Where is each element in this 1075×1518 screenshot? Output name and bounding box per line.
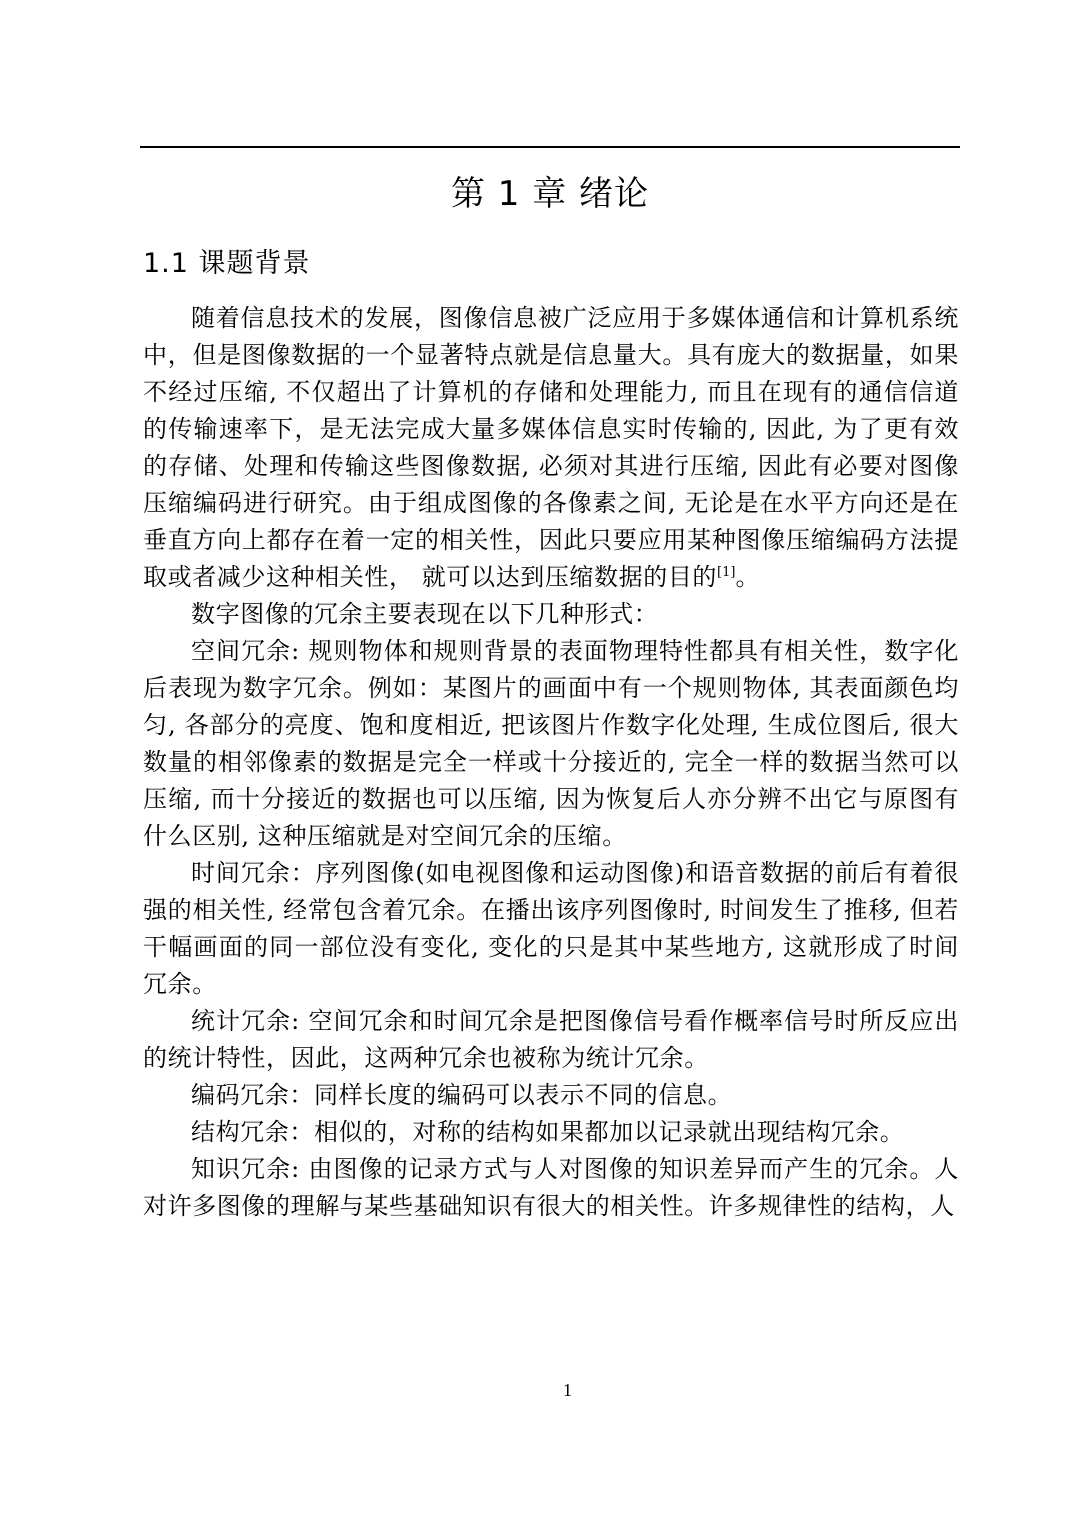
header-rule (140, 146, 960, 148)
citation-mark: [1] (717, 565, 736, 580)
paragraph-temporal-redundancy: 时间冗余：序列图像(如电视图像和运动图像)和语音数据的前后有着很强的相关性, 经常包含着冗余。在播出该序列图像时, 时间发生了推移, 但若干幅画面的同一部位没有变化, 变化的只是其中某些地方, 这就形成了时间冗余。 (143, 859, 959, 998)
paragraph-spatial-redundancy: 空间冗余: 规则物体和规则背景的表面物理特性都具有相关性，数字化后表现为数字冗余。例如：某图片的画面中有一个规则物体, 其表面颜色均匀, 各部分的亮度、饱和度相近, 把该图片作数字化处理, 生成位图后, 很大数量的相邻像素的数据是完全一样或十分接近的, 完全一样的数据当然可以压缩, 而十分接近的数据也可以压缩, 因为恢复后人亦分辨不出它与原图有什么区别, 这种压缩就是对空间冗余的压缩。 (143, 637, 959, 850)
page-number: 1 (563, 1380, 572, 1400)
section-title: 1.1 课题背景 (143, 248, 311, 279)
paragraph-structural-redundancy: 结构冗余：相似的，对称的结构如果都加以记录就出现结构冗余。 (191, 1118, 905, 1146)
body-text (143, 300, 959, 1225)
paragraph-coding-redundancy: 编码冗余：同样长度的编码可以表示不同的信息。 (191, 1081, 733, 1109)
chapter-title: 第 1 章 绪论 (450, 174, 650, 214)
paragraph-text: 随着信息技术的发展，图像信息被广泛应用于多媒体通信和计算机系统中，但是图像数据的一个显著特点就是信息量大。具有庞大的数据量，如果不经过压缩, 不仅超出了计算机的存储和处理能力, 而且在现有的通信信道的传输速率下，是无法完成大量多媒体信息实时传输的, 因此, 为了更有效的存储、处理和传输这些图像数据, 必须对其进行压缩, 因此有必要对图像压缩编码进行研究。由于组成图像的各像素之间, 无论是在水平方向还是在垂直方向上都存在着一定的相关性，因此只要应用某种图像压缩编码方法提取或者减少这种相关性， 就可以达到压缩数据的目的 (143, 304, 959, 591)
paragraph-statistical-redundancy: 统计冗余: 空间冗余和时间冗余是把图像信号看作概率信号时所反应出的统计特性，因此，这两种冗余也被称为统计冗余。 (143, 1007, 959, 1072)
paragraph-knowledge-redundancy: 知识冗余: 由图像的记录方式与人对图像的知识差异而产生的冗余。人对许多图像的理解与某些基础知识有很大的相关性。许多规律性的结构，人 (143, 1155, 959, 1220)
paragraph-background (143, 300, 959, 596)
paragraph-redundancy-intro: 数字图像的冗余主要表现在以下几种形式： (191, 600, 659, 628)
paragraph-tail: 。 (735, 563, 761, 591)
